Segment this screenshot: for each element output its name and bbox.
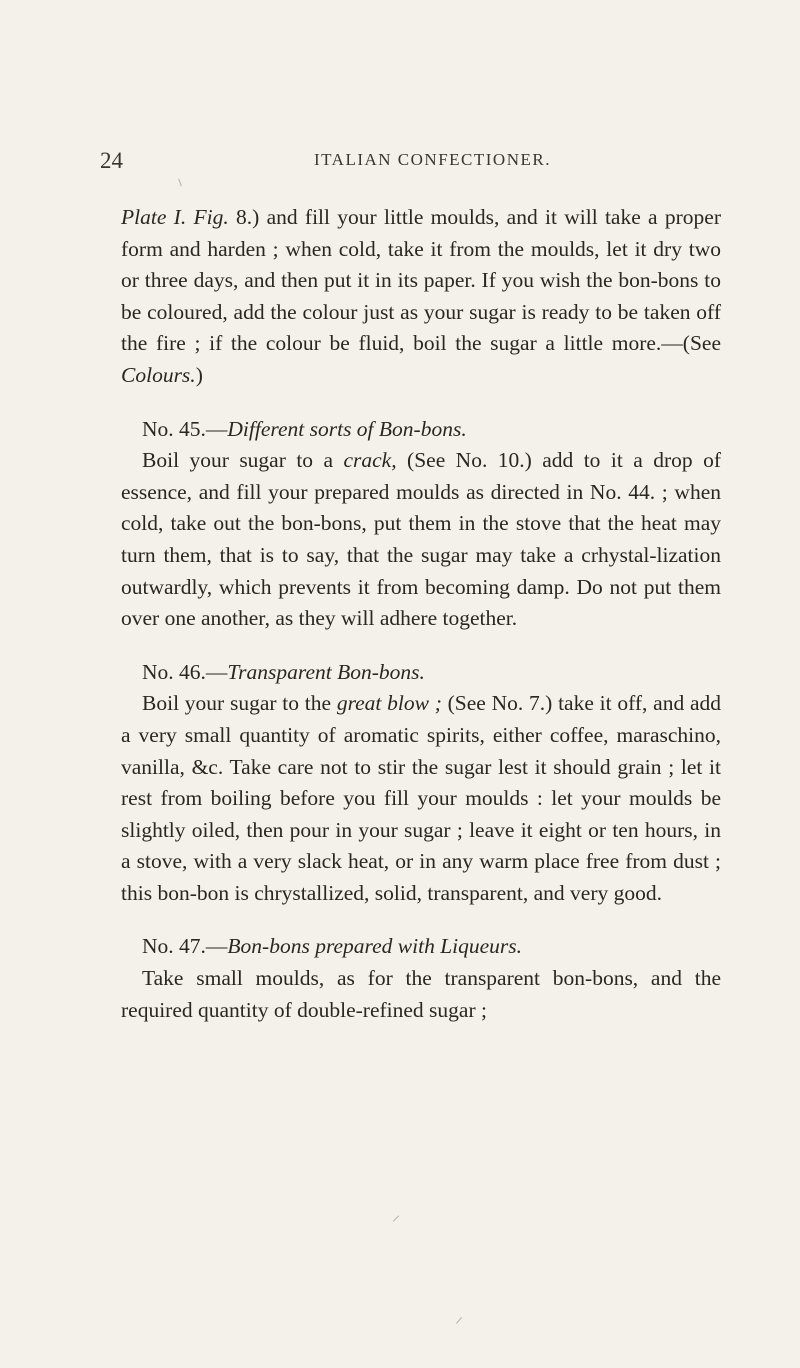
paper-speck bbox=[456, 1317, 462, 1324]
plate-reference: Plate I. Fig. bbox=[121, 205, 229, 229]
section-heading-47 bbox=[121, 931, 721, 963]
section-number-47: No. 47.— bbox=[142, 934, 228, 959]
body-segment: Boil your sugar to the bbox=[142, 691, 337, 716]
body-segment: Boil your sugar to a bbox=[142, 448, 344, 473]
section-number-46: No. 46.— bbox=[142, 659, 228, 684]
body-segment: (See No. 7.) take it off, and add a very small quantity of aromatic spirits, either coffee, maraschino, vanilla, &c. Take care not to stir the sugar lest it should grain ; let it rest from boiling before you fill your moulds : let your moulds be slightly oiled, then pour in your sugar ; leave it eight or ten hours, in a stove, with a very slack heat, or in any warm place free from dust ; this bon-bon is chrystallized, solid, transparent, and very good. bbox=[121, 691, 721, 905]
body-segment-italic: crack, bbox=[343, 448, 397, 473]
running-head bbox=[100, 148, 740, 180]
continuation-paragraph bbox=[121, 202, 721, 392]
section-title-47: Bon-bons prepared with Liqueurs. bbox=[227, 934, 523, 959]
page-number: 24 bbox=[100, 148, 123, 173]
continuation-text: 8.) and fill your little moulds, and it will take a proper form and harden ; when cold, take it from the moulds, let it dry two or three days, and then put it in its paper. If you wish the bon-bons to be coloured, add the colour just as your sugar is ready to be taken off the fire ; if the colour be fluid, boil the sugar a little more.—(See bbox=[121, 205, 721, 356]
section-heading-45 bbox=[121, 414, 721, 446]
running-title: ITALIAN CONFECTIONER. bbox=[314, 150, 551, 169]
section-heading-46 bbox=[121, 657, 721, 689]
colours-reference: Colours. bbox=[121, 362, 196, 387]
section-body-46 bbox=[121, 688, 721, 909]
section-title-45: Different sorts of Bon-bons. bbox=[227, 416, 467, 441]
section-body-45 bbox=[121, 445, 721, 635]
paper-speck bbox=[393, 1215, 399, 1221]
section-body-47 bbox=[121, 963, 721, 1026]
body-segment: (See No. 10.) add to it a drop of essence, and fill your prepared moulds as directed in No. 44. ; when cold, take out the bon-bons, put them in the stove that the heat may turn them, that is to say, that the sugar may take a crhystal-lization outwardly, which prevents it from becoming damp. Do not put them over one another, as they will adhere together. bbox=[121, 448, 721, 631]
section-number-45: No. 45.— bbox=[142, 416, 228, 441]
text-block bbox=[121, 202, 721, 1026]
body-segment-italic: great blow ; bbox=[336, 691, 442, 716]
continuation-close: ) bbox=[195, 362, 203, 387]
body-segment: Take small moulds, as for the transparent bon-bons, and the required quantity of double-refined sugar ; bbox=[121, 966, 721, 1022]
section-title-46: Transparent Bon-bons. bbox=[227, 659, 425, 684]
